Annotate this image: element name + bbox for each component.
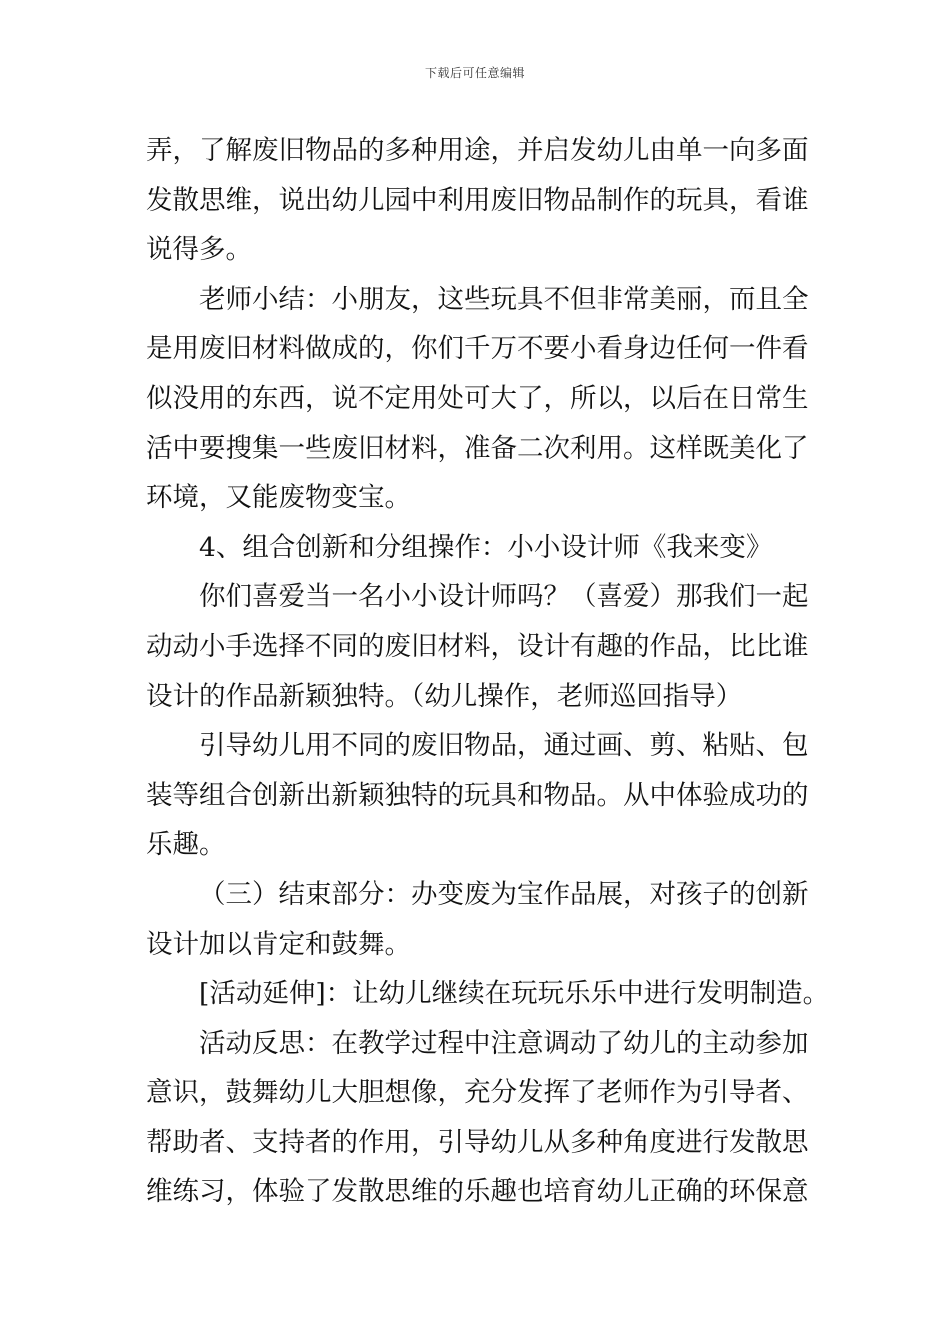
text-line: 设计加以肯定和鼓舞。 xyxy=(146,928,411,960)
text-line: 4、组合创新和分组操作：小小设计师《我来变》 xyxy=(199,531,773,563)
text-line: 是用废旧材料做成的，你们千万不要小看身边任何一件看 xyxy=(146,333,809,365)
text-line: 乐趣。 xyxy=(146,829,226,861)
text-line: 活中要搜集一些废旧材料，准备二次利用。这样既美化了 xyxy=(146,432,809,464)
text-line: 老师小结：小朋友，这些玩具不但非常美丽，而且全 xyxy=(199,283,809,315)
text-line: 说得多。 xyxy=(146,234,252,266)
text-line: 装等组合创新出新颖独特的玩具和物品。从中体验成功的 xyxy=(146,779,809,811)
text-line: [活动延伸]：让幼儿继续在玩玩乐乐中进行发明制造。 xyxy=(199,978,830,1010)
document-body xyxy=(146,126,830,1217)
text-line: 活动反思：在教学过程中注意调动了幼儿的主动参加 xyxy=(199,1027,809,1059)
text-line: （三）结束部分：办变废为宝作品展，对孩子的创新 xyxy=(199,878,809,910)
text-line: 意识，鼓舞幼儿大胆想像，充分发挥了老师作为引导者、 xyxy=(146,1077,809,1109)
text-line: 环境，又能废物变宝。 xyxy=(146,482,411,514)
text-line: 维练习，体验了发散思维的乐趣也培育幼儿正确的环保意 xyxy=(146,1176,809,1208)
text-line: 弄，了解废旧物品的多种用途，并启发幼儿由单一向多面 xyxy=(146,135,809,166)
text-line: 似没用的东西，说不定用处可大了，所以，以后在日常生 xyxy=(146,382,809,414)
text-line: 发散思维，说出幼儿园中利用废旧物品制作的玩具，看谁 xyxy=(146,184,809,216)
page-header: 下载后可任意编辑 xyxy=(424,66,525,80)
text-line: 帮助者、支持者的作用，引导幼儿从多种角度进行发散思 xyxy=(146,1126,809,1158)
text-line: 引导幼儿用不同的废旧物品，通过画、剪、粘贴、包 xyxy=(199,730,809,762)
text-line: 你们喜爱当一名小小设计师吗？（喜爱）那我们一起 xyxy=(199,581,809,613)
text-line: 设计的作品新颖独特。（幼儿操作，老师巡回指导） xyxy=(146,680,743,712)
text-line: 动动小手选择不同的废旧材料，设计有趣的作品，比比谁 xyxy=(146,630,809,662)
